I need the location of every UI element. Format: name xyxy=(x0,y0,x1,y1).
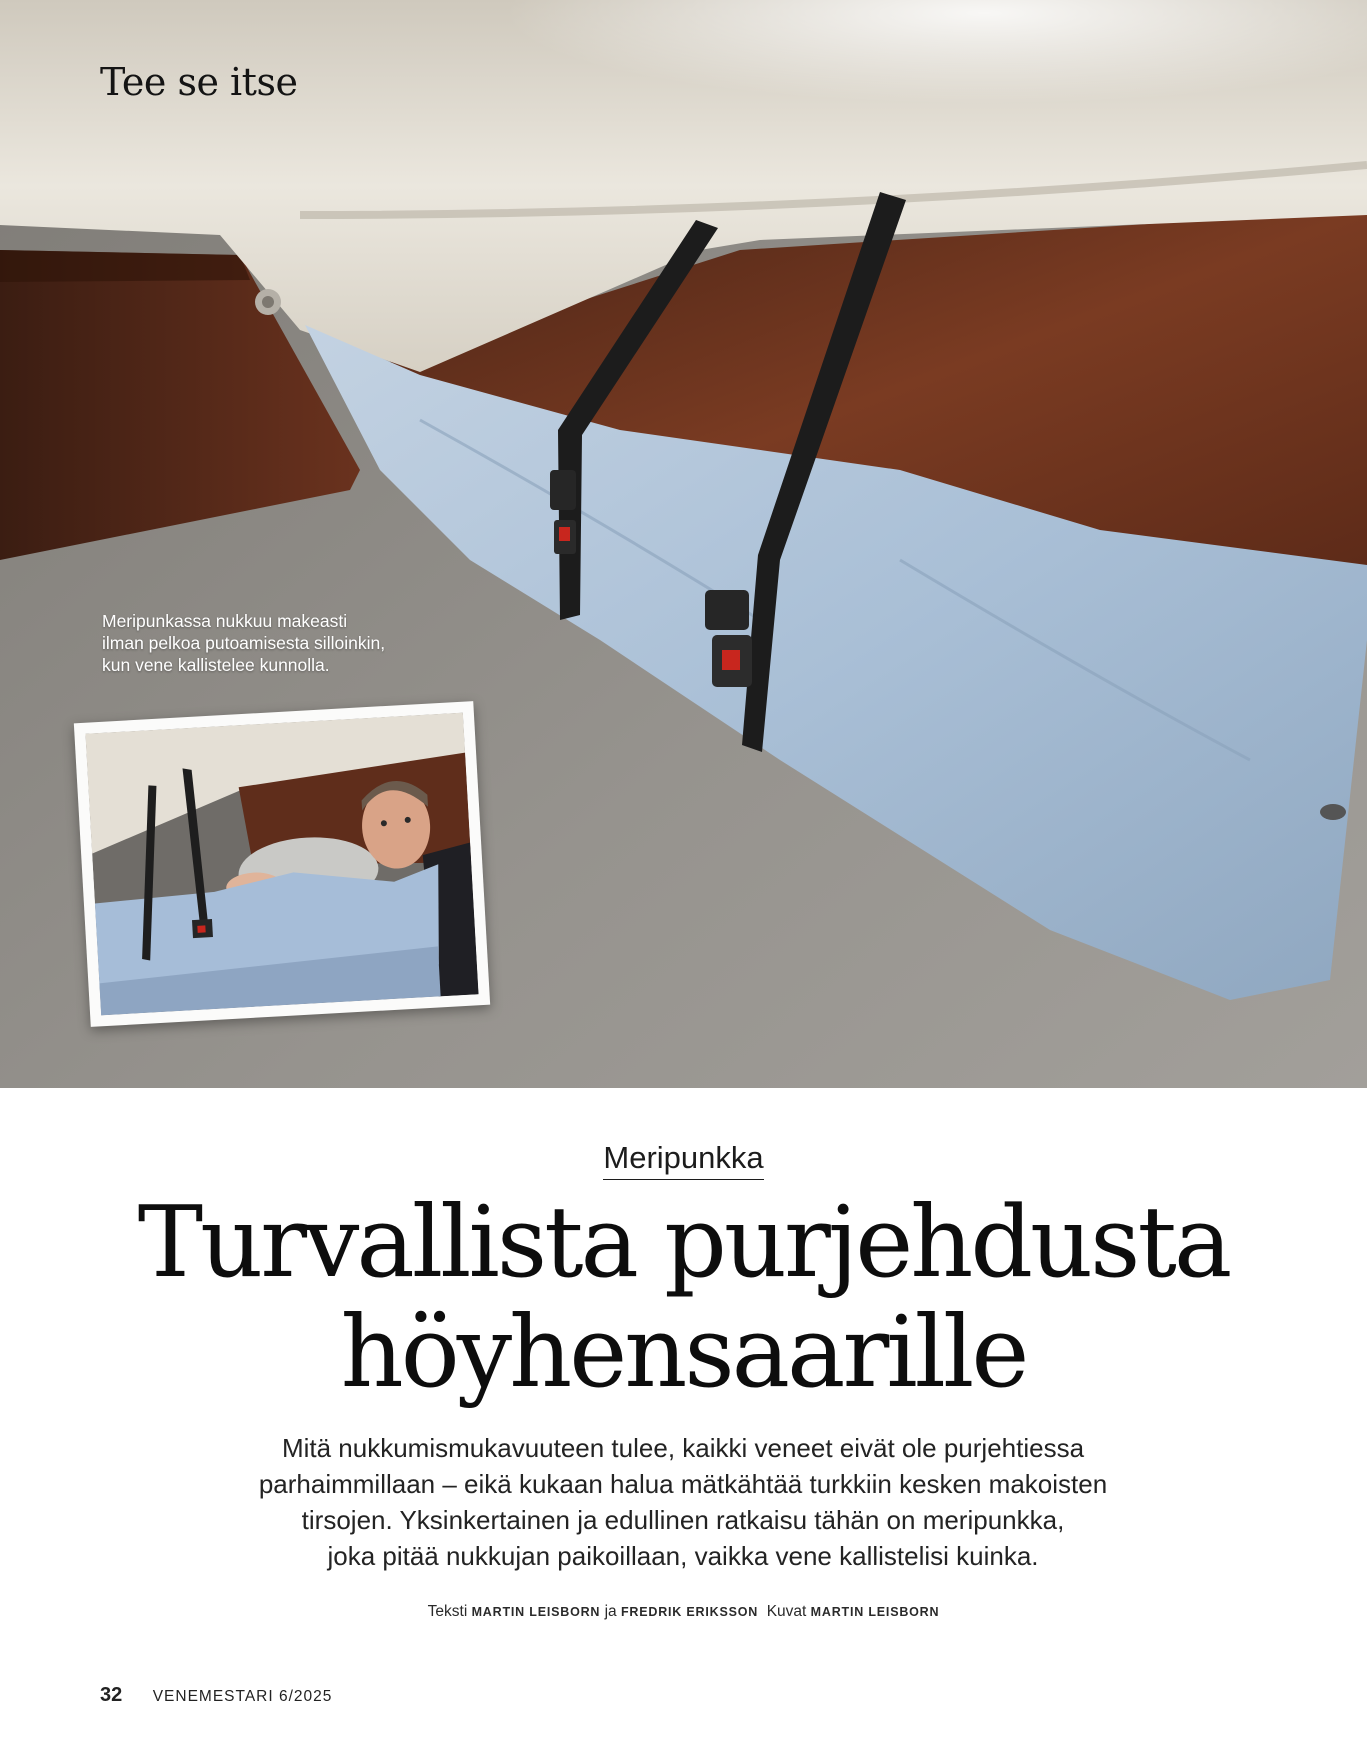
magazine-issue: VENEMESTARI 6/2025 xyxy=(152,1688,333,1705)
byline xyxy=(0,1603,1367,1621)
lede-line: joka pitää nukkujan paikoillaan, vaikka vene kallistelisi kuinka. xyxy=(327,1541,1039,1571)
photo-caption xyxy=(102,610,442,676)
page-number: 32 xyxy=(100,1684,123,1706)
byline-text-label: Teksti xyxy=(427,1603,468,1620)
lede-line: Mitä nukkumismukavuuteen tulee, kaikki veneet eivät ole purjehtiessa xyxy=(281,1433,1085,1463)
headline-line: höyhensaarille xyxy=(340,1296,1027,1410)
page-footer xyxy=(100,1684,332,1707)
inset-photo xyxy=(74,701,490,1027)
byline-author: FREDRIK ERIKSSON xyxy=(620,1605,759,1619)
section-tag: Tee se itse xyxy=(100,60,298,104)
caption-line: Meripunkassa nukkuu makeasti xyxy=(102,611,348,631)
byline-author: MARTIN LEISBORN xyxy=(471,1605,601,1619)
headline-line: Turvallista purjehdusta xyxy=(137,1186,1230,1300)
lede-line: tirsojen. Yksinkertainen ja edullinen ratkaisu tähän on meripunkka, xyxy=(301,1505,1065,1535)
caption-line: kun vene kallistelee kunnolla. xyxy=(102,655,330,675)
lede xyxy=(133,1430,1233,1574)
byline-joiner: ja xyxy=(604,1603,617,1620)
kicker-label: Meripunkka xyxy=(603,1140,763,1180)
lede-line: parhaimmillaan – eikä kukaan halua mätkähtää turkkiin kesken makoisten xyxy=(258,1469,1108,1499)
headline xyxy=(0,1188,1367,1408)
kicker xyxy=(0,1140,1367,1180)
caption-line: ilman pelkoa putoamisesta silloinkin, xyxy=(102,633,386,653)
inset-photo-man-in-bunk xyxy=(85,713,478,1016)
byline-photographer: MARTIN LEISBORN xyxy=(810,1605,940,1619)
byline-photo-label: Kuvat xyxy=(766,1603,807,1620)
